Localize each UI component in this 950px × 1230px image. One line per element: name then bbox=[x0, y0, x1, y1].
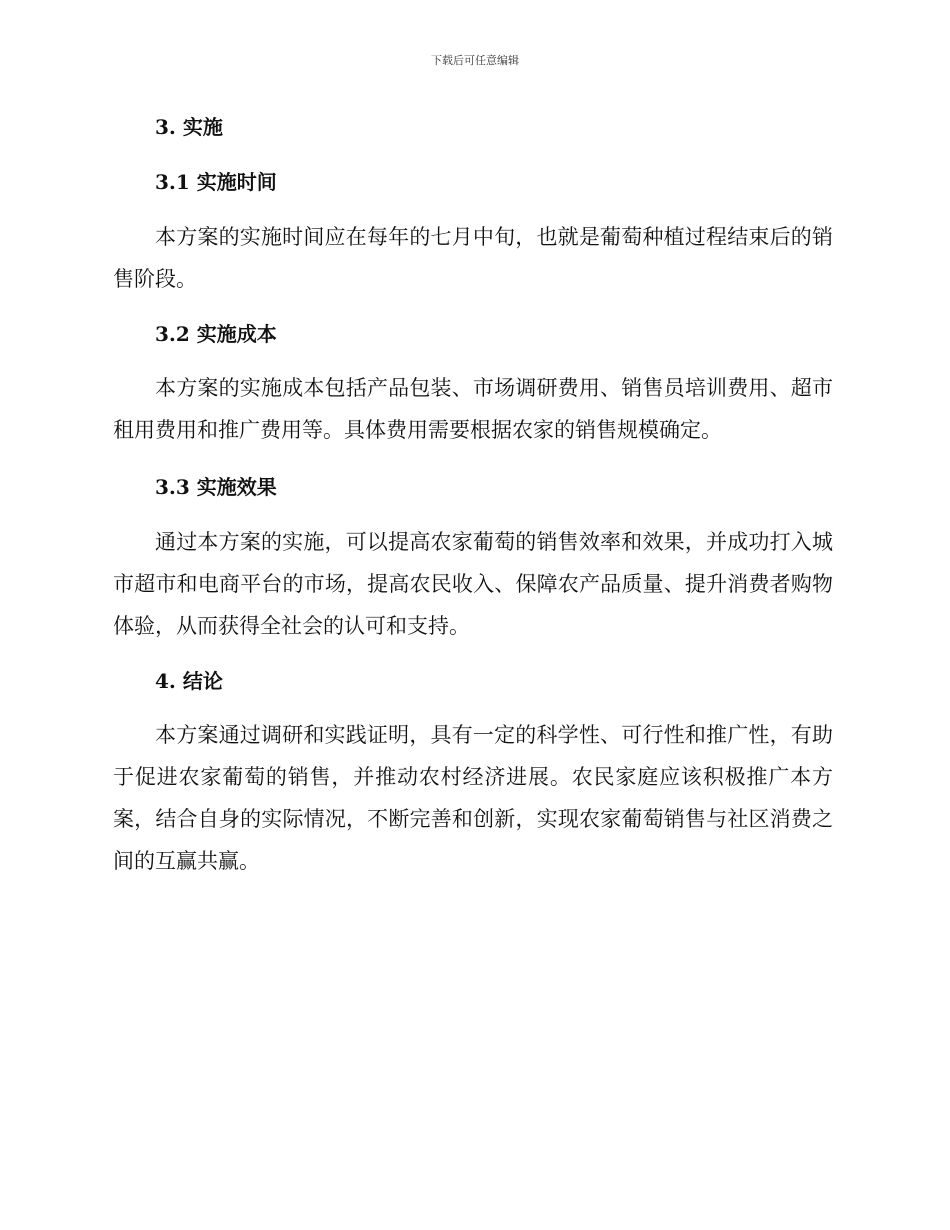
section-3-heading: 3. 实施 bbox=[155, 115, 223, 139]
section-3-1-paragraph: 本方案的实施时间应在每年的七月中旬，也就是葡萄种植过程结束后的销售阶段。 bbox=[113, 225, 833, 291]
page-header-text: 下载后可任意编辑 bbox=[431, 54, 519, 67]
section-4-paragraph: 本方案通过调研和实践证明，具有一定的科学性、可行性和推广性，有助于促进农家葡萄的销售，并推动农村经济进展。农民家庭应该积极推广本方案，结合自身的实际情况，不断完善和创新，实现农家葡萄销售与社区消费之间的互赢共赢。 bbox=[113, 723, 833, 873]
section-3-2-heading: 3.2 实施成本 bbox=[155, 322, 277, 346]
section-3-2-paragraph: 本方案的实施成本包括产品包装、市场调研费用、销售员培训费用、超市租用费用和推广费用等。具体费用需要根据农家的销售规模确定。 bbox=[113, 376, 833, 442]
section-3-3-paragraph: 通过本方案的实施，可以提高农家葡萄的销售效率和效果，并成功打入城市超市和电商平台的市场，提高农民收入、保障农产品质量、提升消费者购物体验，从而获得全社会的认可和支持。 bbox=[113, 530, 833, 638]
section-3-1-heading: 3.1 实施时间 bbox=[155, 170, 277, 194]
section-4-heading: 4. 结论 bbox=[155, 669, 223, 693]
section-3-3-heading: 3.3 实施效果 bbox=[155, 475, 277, 499]
